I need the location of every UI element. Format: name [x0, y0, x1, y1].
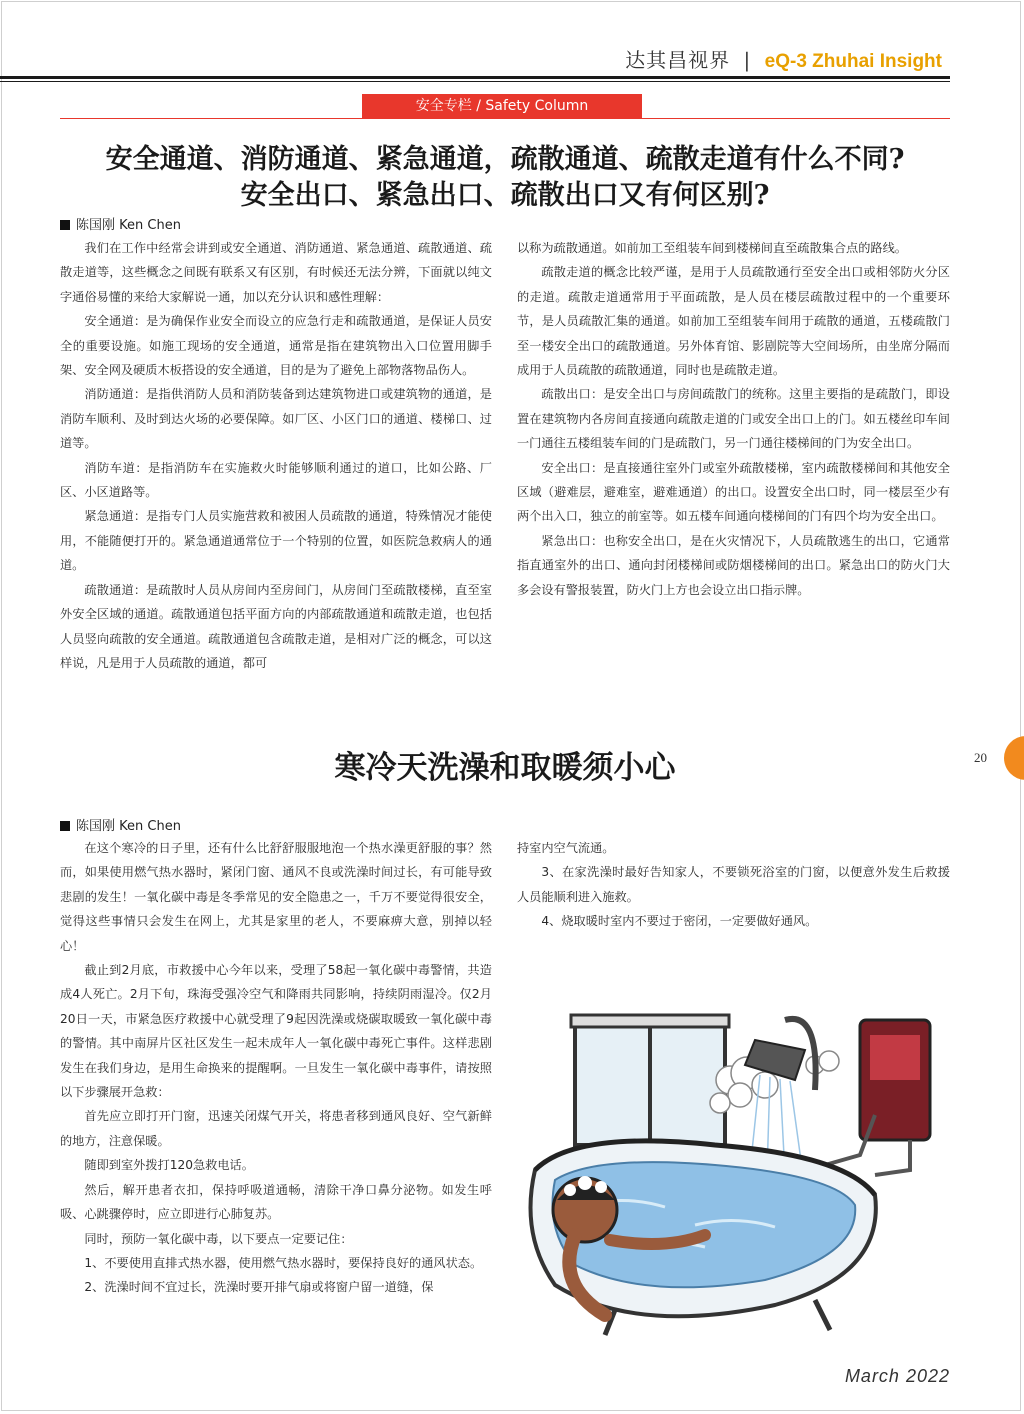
- paragraph: 随即到室外拨打120急救电话。: [84, 1158, 254, 1173]
- article1-byline: [60, 214, 181, 233]
- bathtub-illustration: [515, 995, 950, 1340]
- article1-left-column: [60, 236, 492, 675]
- article1-title-line1: 安全通道、消防通道、紧急通道，疏散通道、疏散走道有什么不同?: [105, 144, 905, 175]
- header-separator: |: [743, 48, 752, 72]
- article1-right-column: [517, 236, 950, 602]
- paragraph: 疏散通道：是疏散时人员从房间内至房间门，从房间门至疏散楼梯，直至室外安全区域的通道。疏散通道包括平面方向的内部疏散通道和疏散走道，也包括人员竖向疏散的安全通道。疏散通道包含疏散走道，是相对广泛的概念，可以这样说，凡是用于人员疏散的通道，都可: [60, 582, 492, 670]
- paragraph: 3、在家洗澡时最好告知家人，不要锁死浴室的门窗，以便意外发生后救援人员能顺利进入施救。: [517, 865, 950, 904]
- paragraph: 消防通道：是指供消防人员和消防装备到达建筑物进口或建筑物的通道，是消防车顺利、及时到达火场的必要保障。如厂区、小区门口的通道、楼梯口、过道等。: [60, 387, 492, 451]
- paragraph: 截止到2月底，市救援中心今年以来，受理了58起一氧化碳中毒警情，共造成4人死亡。2月下旬，珠海受强冷空气和降雨共同影响，持续阴雨湿冷。仅2月20日一天，市紧急医疗救援中心就受理了9起因洗澡或烧碳取暖致一氧化碳中毒的警情。其中南屏片区社区发生一起未成年人一氧化碳中毒死亡事件。这样悲剧发生在我们身边，是用生命换来的提醒啊。一旦发生一氧化碳中毒事件，请按照以下步骤展开急救：: [60, 963, 492, 1100]
- column-banner: 安全专栏 / Safety Column: [362, 94, 642, 118]
- article2-left-column: [60, 836, 492, 1300]
- window-icon: [571, 1015, 729, 1145]
- paragraph: 安全出口：是直接通往室外门或室外疏散楼梯，室内疏散楼梯间和其他安全区域（避难层，避难室，避难通道）的出口。设置安全出口时，同一楼层至少有两个出入口，独立的前室等。如五楼车间通向楼梯间的门有四个均为安全出口。: [517, 460, 950, 524]
- paragraph: 首先应立即打开门窗，迅速关闭煤气开关，将患者移到通风良好、空气新鲜的地方，注意保暖。: [60, 1109, 492, 1148]
- header-rule-thin: [0, 81, 950, 82]
- paragraph: 疏散走道的概念比较严谨，是用于人员疏散通行至安全出口或相邻防火分区的走道。疏散走道通常用于平面疏散，是人员在楼层疏散过程中的一个重要环节，是人员疏散汇集的通道。如前加工至组装车间用于疏散的通道，五楼疏散门至一楼安全出口的疏散通道。另外体育馆、影剧院等大空间场所，由坐席分隔而成用于人员疏散的疏散通道，同时也是疏散走道。: [517, 265, 950, 378]
- issue-date: March 2022: [844, 1366, 950, 1386]
- paragraph: 我们在工作中经常会讲到或安全通道、消防通道、紧急通道、疏散通道、疏散走道等，这些概念之间既有联系又有区别，有时候还无法分辨，下面就以纯文字通俗易懂的来给大家解说一通，加以充分认识和感性理解：: [60, 241, 492, 304]
- article1-author: 陈国刚 Ken Chen: [76, 218, 181, 233]
- article2-author: 陈国刚 Ken Chen: [76, 819, 181, 834]
- paragraph: 4、烧取暖时室内不要过于密闭，一定要做好通风。: [541, 914, 818, 929]
- paragraph: 同时，预防一氧化碳中毒，以下要点一定要记住：: [84, 1231, 353, 1246]
- byline-square-icon: [60, 220, 70, 230]
- paragraph: 然后，解开患者衣扣，保持呼吸道通畅，清除干净口鼻分泌物。如发生呼吸、心跳骤停时，应立即进行心肺复苏。: [60, 1182, 492, 1222]
- page-number: 20: [974, 750, 987, 765]
- paragraph: 消防车道：是指消防车在实施救火时能够顺利通过的道口，比如公路、厂区、小区道路等。: [60, 460, 492, 500]
- article1-title-line2: 安全出口、紧急出口、疏散出口又有何区别?: [240, 180, 770, 211]
- paragraph: 疏散出口：是安全出口与房间疏散门的统称。这里主要指的是疏散门，即设置在建筑物内各房间直接通向疏散走道的门或安全出口上的门。如五楼丝印车间一门通往五楼组装车间的门是疏散门，另一门通往楼梯间的门为安全出口。: [517, 387, 950, 451]
- magazine-header: [625, 44, 942, 73]
- magazine-name-cn: 达其昌视界: [625, 48, 731, 72]
- article2-byline: [60, 815, 181, 834]
- paragraph: 紧急出口：也称安全出口，是在火灾情况下，人员疏散逃生的出口，它通常指直通室外的出口、通向封闭楼梯间或防烟楼梯间的出口。紧急出口的防火门大多会设有警报装置，防火门上方也会设立出口指示牌。: [517, 533, 950, 597]
- header-rule: [0, 76, 950, 79]
- paragraph: 安全通道：是为确保作业安全而设立的应急行走和疏散通道，是保证人员安全的重要设施。如施工现场的安全通道，通常是指在建筑物出入口位置用脚手架、安全网及硬质木板搭设的安全通道，目的是为了避免上部物落物品伤人。: [60, 314, 492, 378]
- section-rule: [60, 118, 950, 119]
- paragraph: 1、不要使用直排式热水器，使用燃气热水器时，要保持良好的通风状态。: [84, 1255, 483, 1270]
- magazine-name-en: eQ-3 Zhuhai Insight: [764, 51, 942, 72]
- paragraph: 以称为疏散通道。如前加工至组装车间到楼梯间直至疏散集合点的路线。: [517, 241, 907, 255]
- byline-square-icon: [60, 821, 70, 831]
- paragraph: 持室内空气流通。: [517, 841, 615, 855]
- article2-right-column: [517, 836, 950, 934]
- paragraph: 在这个寒冷的日子里，还有什么比舒舒服服地泡一个热水澡更舒服的事？然而，如果使用燃气热水器时，紧闭门窗、通风不良或洗澡时间过长，有可能导致悲剧的发生！一氧化碳中毒是冬季常见的安全隐患之一，千万不要觉得很安全，觉得这些事情只会发生在网上，尤其是家里的老人，不要麻痹大意，别掉以轻心！: [60, 841, 492, 953]
- article1-title: [60, 142, 950, 214]
- paragraph: 2、洗澡时间不宜过长，洗澡时要开排气扇或将窗户留一道缝，保: [84, 1280, 434, 1295]
- article2-title: 寒冷天洗澡和取暖须小心: [334, 750, 676, 786]
- paragraph: 紧急通道：是指专门人员实施营救和被困人员疏散的通道，特殊情况才能使用，不能随便打开的。紧急通道通常位于一个特别的位置，如医院急救病人的通道。: [60, 509, 492, 573]
